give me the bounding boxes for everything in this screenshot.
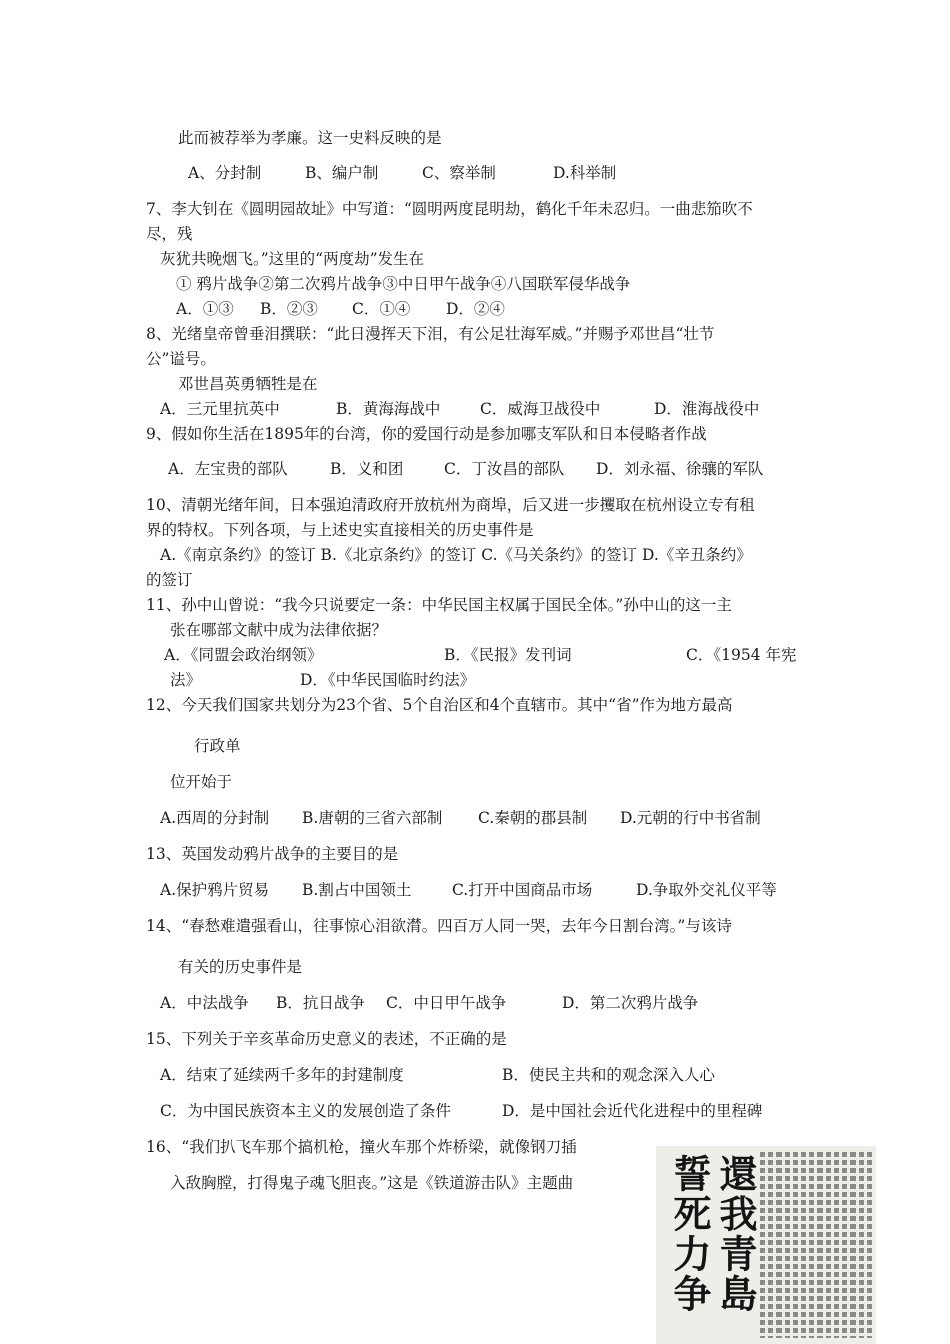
q16-stem-1: 16、“我们扒飞车那个搞机枪，撞火车那个炸桥梁，就像钢刀插 xyxy=(146,1138,577,1156)
q11-option-b: B．《民报》发刊词 xyxy=(444,646,572,664)
q10-stem-1: 10、清朝光绪年间，日本强迫清政府开放杭州为商埠，后又进一步攫取在杭州设立专有租 xyxy=(146,496,755,514)
q14-option-d: D．第二次鸦片战争 xyxy=(562,994,699,1012)
q14-stem-1: 14、“春愁难遣强看山，往事惊心泪欲潸。四百万人同一哭，去年今日割台湾。”与该诗 xyxy=(146,917,732,935)
q8-stem-1: 8、光绪皇帝曾垂泪撰联：“此日漫挥天下泪，有公足壮海军威。”并赐予邓世昌“壮节 xyxy=(146,325,715,343)
q7-stem-3: 灰犹共晚烟飞。”这里的“两度劫”发生在 xyxy=(160,250,425,268)
q11-stem-1: 11、孙中山曾说：“我今只说要定一条：中华民国主权属于国民全体。”孙中山的这一主 xyxy=(146,596,732,614)
q16-stem-2: 入敌胸膛，打得鬼子魂飞胆丧。”这是《铁道游击队》主题曲 xyxy=(170,1174,574,1192)
q11-option-a: A．《同盟会政治纲领》 xyxy=(164,646,323,664)
q15-stem-1: 15、下列关于辛亥革命历史意义的表述，不正确的是 xyxy=(146,1030,507,1048)
q14-stem-2: 有关的历史事件是 xyxy=(178,958,303,976)
q12-option-b: B.唐朝的三省六部制 xyxy=(302,809,443,827)
q7-option-a: A．①③ xyxy=(176,300,234,318)
q12-option-c: C.秦朝的郡县制 xyxy=(478,809,588,827)
q10-options-tail: 的签订 xyxy=(146,571,193,589)
q14-option-b: B．抗日战争 xyxy=(276,994,365,1012)
q8-option-b: B．黄海海战中 xyxy=(336,400,441,418)
intro-line: 此而被荐举为孝廉。这一史料反映的是 xyxy=(178,129,442,147)
q13-option-c: C.打开中国商品市场 xyxy=(452,881,593,899)
q8-stem-2: 公”谥号。 xyxy=(146,350,216,368)
q13-option-a: A.保护鸦片贸易 xyxy=(160,881,270,899)
q12-stem-3: 位开始于 xyxy=(170,773,233,791)
q11-option-d: D．《中华民国临时约法》 xyxy=(300,671,476,689)
q8-stem-3: 邓世昌英勇牺牲是在 xyxy=(178,375,318,393)
q9-option-b: B．义和团 xyxy=(330,460,404,478)
q9-option-a: A．左宝贵的部队 xyxy=(168,460,288,478)
q8-option-d: D．淮海战役中 xyxy=(654,400,760,418)
q7-option-c: C．①④ xyxy=(352,300,411,318)
poster-slogan-1: 誓死力争 xyxy=(667,1154,712,1314)
q9-stem-1: 9、假如你生活在1895年的台湾，你的爱国行动是参加哪支军队和日本侵略者作战 xyxy=(146,425,707,443)
q13-stem-1: 13、英国发动鸦片战争的主要目的是 xyxy=(146,845,399,863)
poster-body-text-columns xyxy=(760,1152,872,1338)
q7-option-d: D．②④ xyxy=(446,300,505,318)
q7-items: ① 鸦片战争②第二次鸦片战争③中日甲午战争④八国联军侵华战争 xyxy=(176,275,631,293)
q12-stem-2: 行政单 xyxy=(194,737,241,755)
q8-option-c: C．威海卫战役中 xyxy=(480,400,601,418)
q12-option-d: D.元朝的行中书省制 xyxy=(620,809,761,827)
q11-option-c-tail: 法》 xyxy=(170,671,202,689)
q15-option-a: A．结束了延续两千多年的封建制度 xyxy=(160,1066,404,1084)
intro-option-c: C、察举制 xyxy=(422,164,496,182)
intro-option-d: D.科举制 xyxy=(553,164,617,182)
q13-option-b: B.割占中国领土 xyxy=(302,881,412,899)
q14-option-a: A．中法战争 xyxy=(160,994,249,1012)
q11-option-c: C．《1954 年宪 xyxy=(686,646,797,664)
q15-option-b: B．使民主共和的观念深入人心 xyxy=(502,1066,715,1084)
q7-option-b: B．②③ xyxy=(260,300,318,318)
q10-options: A.《南京条约》的签订 B.《北京条约》的签订 C.《马关条约》的签订 D.《辛丑条约》 xyxy=(160,546,752,564)
q7-stem-1: 7、李大钊在《圆明园故址》中写道：“圆明两度昆明劫，鹤化千年未忍归。一曲悲笳吹不 xyxy=(146,200,753,218)
q9-option-d: D．刘永福、徐骧的军队 xyxy=(596,460,764,478)
q12-stem-1: 12、今天我们国家共划分为23个省、5个自治区和4个直辖市。其中“省”作为地方最高 xyxy=(146,696,733,714)
q7-stem-2: 尽，残 xyxy=(146,225,193,243)
may-fourth-poster-image xyxy=(656,1146,876,1344)
q9-option-c: C．丁汝昌的部队 xyxy=(444,460,565,478)
intro-option-b: B、编户制 xyxy=(305,164,379,182)
q8-option-a: A．三元里抗英中 xyxy=(160,400,280,418)
q15-option-d: D．是中国社会近代化进程中的里程碑 xyxy=(502,1102,763,1120)
q15-option-c: C．为中国民族资本主义的发展创造了条件 xyxy=(160,1102,451,1120)
q13-option-d: D.争取外交礼仪平等 xyxy=(636,881,777,899)
q14-option-c: C．中日甲午战争 xyxy=(386,994,507,1012)
q11-stem-2: 张在哪部文献中成为法律依据？ xyxy=(170,621,388,639)
poster-slogan-2: 還我青島 xyxy=(713,1154,758,1314)
intro-option-a: A、分封制 xyxy=(188,164,262,182)
q12-option-a: A.西周的分封制 xyxy=(160,809,270,827)
q10-stem-2: 界的特权。下列各项，与上述史实直接相关的历史事件是 xyxy=(146,521,534,539)
